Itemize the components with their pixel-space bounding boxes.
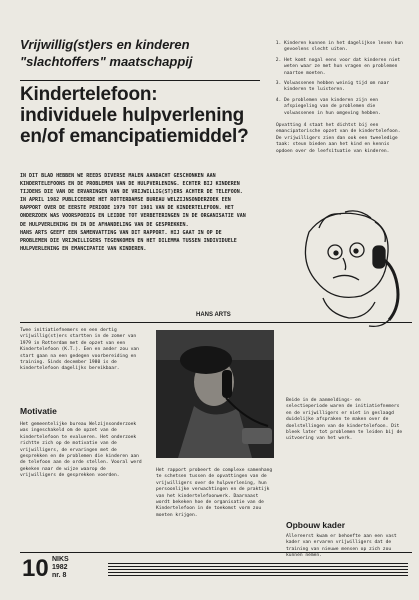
opinion-list (276, 41, 408, 117)
page-number: 10 (22, 555, 49, 582)
magazine-name: NIKS (52, 556, 69, 563)
left-paragraph-2: Het gemeentelijke bureau Welzijnsonderzoek was ingeschakeld om de opzet van de kindertelefoon te evalueren. Het onderzoek richtte zich op de motivatie van de vrijwilligers, de ervaringen met de gesprekken en de problemen die kinderen aan de telefoon aan de orde stellen. Vooral werd gekeken naar de wijze waarop de vrijwilligers de gesprekken voerden. (20, 422, 142, 479)
left-paragraph-1: Twee initiatiefnemers en een dertig vrijwillig(st)ers startten in de zomer van 1979 in Rotterdam met de opzet van een Kindertelefoon (K.T.). Een en ander zou van start gaan na een gedegen voorbereiding en training. Sinds december 1980 is de kindertelefoon dagelijks bereikbaar. (20, 328, 139, 372)
right-paragraph-2: Allereerst kwam er behoefte aan een vast kader van ervaren vrijwilligers dat de training van nieuwe mensen op zich zou kunnen nemen. (286, 534, 397, 559)
headline-line-1: Kindertelefoon: (20, 84, 158, 105)
footer-hatch-bar (108, 562, 408, 576)
intro-paragraph-2: IN APRIL 1982 PUBLICEERDE HET ROTTERDAMSE BUREAU WELZIJNSONDERZOEK EEN RAPPORT OVER DE EERSTE PERIODE 1979 TOT 1981 VAN DE KINDERTELEFOON. HET ONDERZOEK WAS VOORSPOEDIG EN LEIDDE TOT VERBETERINGEN IN DE ORGANISATIE VAN DE HULPVERLENING EN IN DE AFHANDELING VAN DE GESPREKKEN. (20, 197, 246, 228)
right-top-paragraph: Opvatting 4 staat het dichtst bij een emancipatorische opzet van de kindertelefoon. De vrijwilligers zien dan ook een tweeledige taak: steun bieden aan het kind en kennis opdoen over de leefsituatie van kinderen. (276, 123, 401, 154)
headline-line-2: individuele hulpverlening (20, 105, 245, 126)
left-column (20, 328, 142, 379)
opinion-item-1: 1. Kinderen kunnen in het dagelijkse leven hun gevoelens slecht uiten. (284, 41, 408, 54)
right-column-lower (286, 534, 404, 566)
magazine-issue: nr. 8 (52, 572, 67, 579)
intro-paragraph-3: HANS ARTS GEEFT EEN SAMENVATTING VAN DIT RAPPORT. HIJ GAAT IN OP DE PROBLEMEN DIE VRIJWILLIGERS TEGENKOMEN EN HET DILEMMA TUSSEN INDIVIDUELE HULPVERLENING EN EMANCIPATIE VAN KINDEREN. (20, 229, 237, 252)
headline-line-3: en/of emancipatiemiddel? (20, 126, 249, 147)
cartoon-child-phone (289, 202, 409, 332)
author-byline: HANS ARTS (196, 312, 231, 318)
opinion-item-4: 4. De problemen van kinderen zijn een afspiegeling van de problemen die volwassenen in hun omgeving hebben. (284, 98, 408, 117)
cartoon-illustration (289, 202, 409, 332)
opinion-item-3: 3. Volwassenen hebben weinig tijd om naar kinderen te luisteren. (284, 81, 408, 94)
telephone-photo (156, 330, 274, 458)
article-headline (20, 84, 260, 147)
kicker-rule (20, 80, 260, 81)
mid-paragraph-1: Het rapport probeert de complexe samenhang te schetsen tussen de opvattingen van de vrijwilligers over de hulpverlening, hun persoonlijke verwachtingen en de praktijk van het kindertelefoonwerk. Daarnaast wordt bekeken hoe de organisatie van de Kindertelefoon in de toekomst vorm zou moeten krijgen. (156, 468, 273, 518)
middle-column (156, 468, 274, 525)
left-column-lower (20, 422, 142, 486)
article-kicker (20, 36, 250, 70)
magazine-masthead (52, 556, 69, 580)
subhead-motivatie: Motivatie (20, 406, 57, 416)
photo-child-on-phone (156, 330, 274, 458)
right-column (286, 398, 404, 449)
subhead-opbouw-kader: Opbouw kader (286, 520, 346, 530)
kicker-line-1: Vrijwillig(st)ers en kinderen (20, 37, 190, 52)
opinion-item-2: 2. Het komt nogal eens voor dat kinderen niet weten waar ze met hun vragen en problemen naartoe moeten. (284, 58, 408, 77)
right-top-column (276, 41, 408, 161)
magazine-year: 1982 (52, 564, 68, 571)
article-intro (20, 172, 250, 253)
footer-rule (20, 552, 412, 553)
right-paragraph-1: Beide in de aanmeldings- en selectieperiode waren de initiatiefnemers en de vrijwilligers er niet in geslaagd duidelijke afspraken te maken over de doelstellingen van de kindertelefoon. Dit bleek later tot problemen te leiden bij de uitvoering van het werk. (286, 398, 403, 442)
intro-paragraph-1: IN DIT BLAD HEBBEN WE REEDS DIVERSE MALEN AANDACHT GESCHONKEN AAN KINDERTELEFOONS EN DE PROBLEMEN VAN DE HULPVERLENING. ECHTER BIJ KINDEREN TIJDENS DIE VAN DE ERVARINGEN VAN DE VRIJWILLIG(ST)ERS ACHTER DE TELEFOON. (20, 173, 243, 196)
kicker-line-2: "slachtoffers" maatschappij (20, 54, 193, 69)
